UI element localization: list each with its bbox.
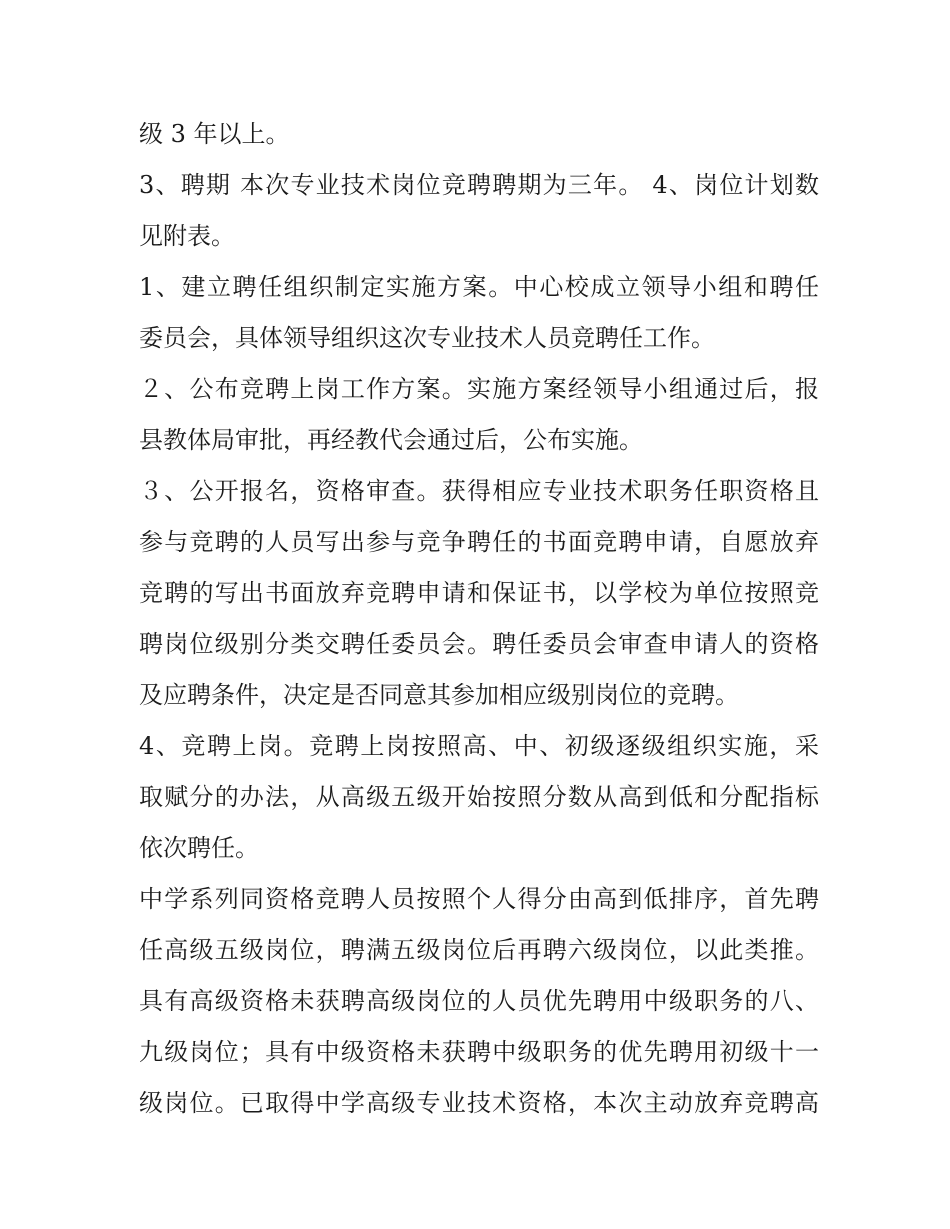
text-line: 参与竞聘的人员写出参与竞争聘任的书面竞聘申请，自愿放弃 — [139, 528, 819, 556]
text-line: 依次聘任。 — [139, 834, 259, 862]
text-line: 取赋分的办法，从高级五级开始按照分数从高到低和分配指标 — [139, 783, 819, 811]
text-line: 3、聘期 本次专业技术岗位竞聘聘期为三年。 4、岗位计划数 — [139, 171, 819, 199]
text-line: 具有高级资格未获聘高级岗位的人员优先聘用中级职务的八、 — [139, 987, 819, 1015]
text-line: 任高级五级岗位，聘满五级岗位后再聘六级岗位，以此类推。 — [139, 936, 819, 964]
text-line: ３、公开报名，资格审查。获得相应专业技术职务任职资格且 — [139, 477, 819, 505]
text-line: 见附表。 — [139, 222, 235, 250]
text-line: 九级岗位；具有中级资格未获聘中级职务的优先聘用初级十一 — [139, 1038, 819, 1066]
text-line: 委员会，具体领导组织这次专业技术人员竞聘任工作。 — [139, 324, 715, 352]
text-line: 竞聘的写出书面放弃竞聘申请和保证书，以学校为单位按照竞 — [139, 579, 819, 607]
text-line: 1、建立聘任组织制定实施方案。中心校成立领导小组和聘任 — [139, 273, 819, 301]
text-line: 中学系列同资格竞聘人员按照个人得分由高到低排序，首先聘 — [139, 885, 819, 913]
text-line: 及应聘条件，决定是否同意其参加相应级别岗位的竞聘。 — [139, 681, 739, 709]
document-body — [139, 109, 819, 1129]
text-line: 4、竞聘上岗。竞聘上岗按照高、中、初级逐级组织实施，采 — [139, 732, 819, 760]
text-line: 级 3 年以上。 — [139, 120, 290, 148]
text-line: 聘岗位级别分类交聘任委员会。聘任委员会审查申请人的资格 — [139, 630, 819, 658]
text-line: 级岗位。已取得中学高级专业技术资格，本次主动放弃竞聘高 — [139, 1089, 819, 1117]
text-line: 县教体局审批，再经教代会通过后，公布实施。 — [139, 426, 643, 454]
text-line: ２、公布竞聘上岗工作方案。实施方案经领导小组通过后，报 — [139, 375, 819, 403]
